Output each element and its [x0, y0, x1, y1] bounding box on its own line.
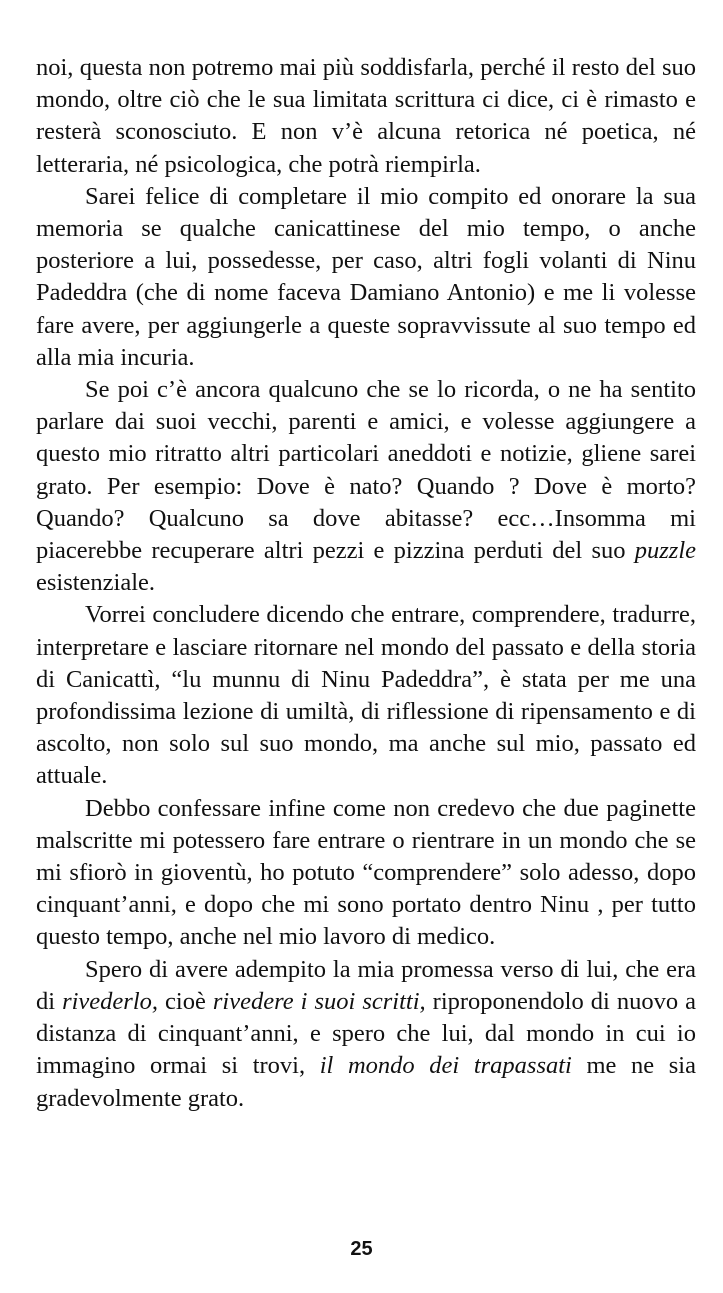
paragraph-3-text-b: esistenziale.: [36, 569, 156, 597]
paragraph-1: noi, questa non potremo mai più soddisfarla, perché il resto del suo mondo, oltre ciò che le sua limitata scrittura ci dice, ci è rimasto e resterà sconosciuto. E non v’è alcuna retorica né poetica, né letteraria, né psicologica, che potrà riempirla.: [36, 54, 696, 178]
paragraph-6-text-d: me ne sia gradevolmente grato.: [36, 1052, 696, 1112]
page-number: 25: [350, 1238, 373, 1260]
paragraph-6-text-a: Spero di avere adempito la mia promessa verso di lui, che era di: [36, 955, 696, 1015]
paragraph-6-text-c: riproponendolo di nuovo a distanza di cinquant’anni, e spero che lui, dal mondo in cui io immagino ormai si trovi,: [36, 987, 696, 1080]
paragraph-6: [36, 954, 696, 1115]
paragraph-6-italic-2: rivedere i suoi scritti,: [212, 987, 426, 1015]
paragraph-6-text-b: cioè: [158, 987, 213, 1015]
page-body: [36, 52, 696, 1115]
paragraph-6-italic-3: il mondo dei trapassati: [319, 1052, 572, 1080]
paragraph-6-italic-1: rivederlo,: [62, 987, 159, 1015]
paragraph-4: Vorrei concludere dicendo che entrare, comprendere, tradurre, interpretare e lasciare ritornare nel mondo del passato e della storia di Canicattì, “lu munnu di Ninu Padeddra”, è stata per me una profondissima lezione di umiltà, di riflessione di ripensamento e di ascolto, non solo sul suo mondo, ma anche sul mio, passato ed attuale.: [36, 601, 696, 790]
paragraph-2: Sarei felice di completare il mio compito ed onorare la sua memoria se qualche canicattinese del mio tempo, o anche posteriore a lui, possedesse, per caso, altri fogli volanti di Ninu Padeddra (che di nome faceva Damiano Antonio) e me li volesse fare avere, per aggiungerle a queste sopravvissute al suo tempo ed alla mia incuria.: [36, 182, 696, 371]
paragraph-3-italic: puzzle: [634, 537, 696, 565]
paragraph-5: Debbo confessare infine come non credevo che due paginette malscritte mi potessero fare entrare o rientrare in un mondo che se mi sfiorò in gioventù, ho potuto “comprendere” solo adesso, dopo cinquant’anni, e dopo che mi sono portato dentro Ninu , per tutto questo tempo, anche nel mio lavoro di medico.: [36, 794, 696, 951]
paragraph-3-text-a: Se poi c’è ancora qualcuno che se lo ricorda, o ne ha sentito parlare dai suoi vecchi, parenti e amici, e volesse aggiungere a questo mio ritratto altri particolari aneddoti e notizie, gliene sarei grato. Per esempio: Dove è nato? Quando ? Dove è morto? Quando? Qualcuno sa dove abitasse? ecc…Insomma mi piacerebbe recuperare altri pezzi e pizzina perduti del suo: [36, 376, 696, 565]
paragraph-3: [36, 374, 696, 599]
